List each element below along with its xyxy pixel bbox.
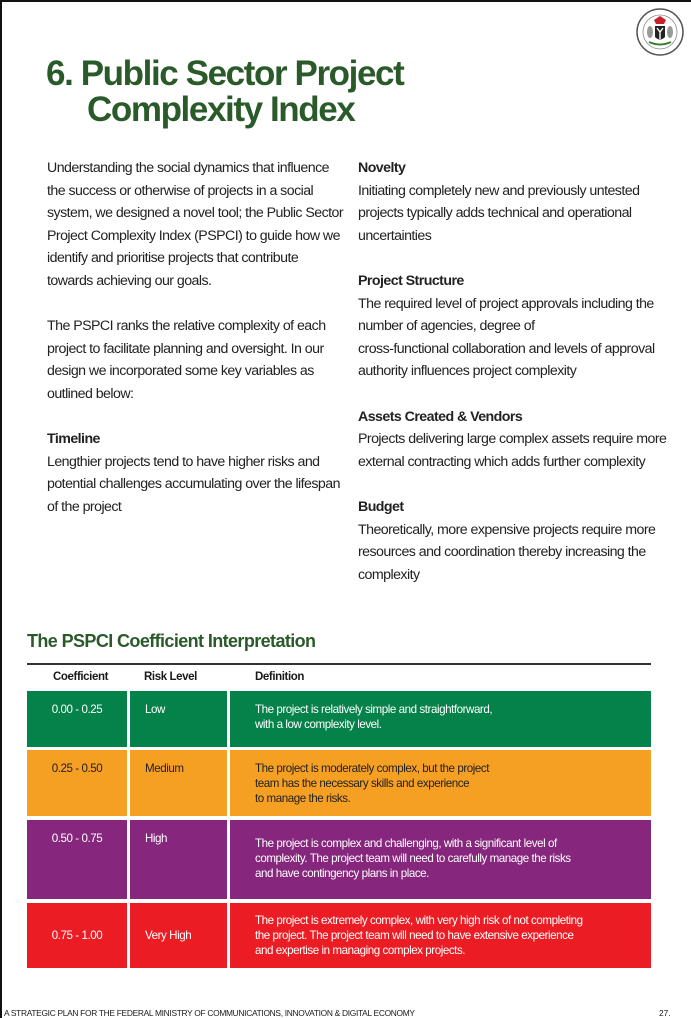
page-title: [46, 56, 403, 128]
timeline-heading: Timeline: [47, 431, 100, 448]
pspci-paragraph: The PSPCI ranks the relative complexity of each project to facilitate planning and oversight. In our design we incorporated some key variables as outlined below:: [47, 318, 326, 402]
table-row-high: [27, 820, 651, 899]
definition-cell: [230, 903, 651, 968]
timeline-text: Lengthier projects tend to have higher risks and potential challenges accumulating over the lifespan of the project: [47, 453, 340, 515]
coefficient-cell: 0.25 - 0.50: [27, 750, 127, 816]
assets-section: [358, 406, 678, 474]
risk-level-cell: Medium: [130, 750, 227, 816]
coat-of-arms-seal-icon: [635, 6, 685, 58]
table-row-low: [27, 691, 651, 747]
budget-section: [358, 496, 678, 586]
timeline-section: [47, 428, 347, 518]
header-coefficient: Coefficient: [53, 671, 109, 683]
page-title-line1: 6. Public Sector Project: [46, 54, 404, 93]
page-number: 27.: [659, 1008, 671, 1018]
project-structure-text-2: cross-functional collaboration and levels of approval authority influences project complexity: [358, 340, 655, 380]
footer-text: A STRATEGIC PLAN FOR THE FEDERAL MINISTRY OF COMMUNICATIONS, INNOVATION & DIGITAL ECONOMY: [4, 1008, 415, 1018]
risk-level-cell: High: [130, 820, 227, 899]
definition-line: The project is relatively simple and straightforward,: [255, 703, 493, 716]
definition-line: to manage the risks.: [255, 792, 351, 805]
table-row-medium: [27, 750, 651, 816]
risk-level-cell: Low: [130, 691, 227, 747]
definition-line: with a low complexity level.: [255, 718, 382, 731]
definition-cell: [230, 750, 651, 816]
definition-line: The project is complex and challenging, with a significant level of: [255, 837, 557, 850]
header-risk-level: Risk Level: [144, 671, 197, 683]
novelty-section: [358, 157, 678, 247]
definition-line: the project. The project team will need to have extensive experience: [255, 929, 574, 942]
definition-cell: [230, 691, 651, 747]
definition-line: The project is moderately complex, but the project: [255, 762, 489, 775]
right-column: [358, 157, 678, 609]
coefficient-cell: 0.75 - 1.00: [27, 903, 127, 968]
definition-line: and expertise in managing complex projects.: [255, 944, 466, 957]
header-definition: Definition: [255, 671, 305, 683]
budget-text: Theoretically, more expensive projects require more resources and coordination thereby increasing the complexity: [358, 521, 656, 583]
assets-text: Projects delivering large complex assets require more external contracting which adds further complexity: [358, 431, 667, 470]
assets-heading: Assets Created & Vendors: [358, 408, 523, 425]
budget-heading: Budget: [358, 498, 404, 515]
definition-line: The project is extremely complex, with very high risk of not completing: [255, 914, 583, 927]
project-structure-section: [358, 270, 678, 383]
project-structure-text-1: The required level of project approvals including the number of agencies, degree of: [358, 295, 654, 335]
novelty-heading: Novelty: [358, 160, 406, 176]
definition-line: complexity. The project team will need to carefully manage the risks: [255, 852, 571, 865]
definition-line: team has the necessary skills and experience: [255, 777, 470, 790]
definition-line: and have contingency plans in place.: [255, 867, 429, 880]
page-title-line2: Complexity Index: [87, 90, 355, 129]
risk-level-cell: Very High: [130, 903, 227, 968]
table-header-divider: [27, 663, 651, 665]
coefficient-cell: 0.50 - 0.75: [27, 820, 127, 899]
project-structure-heading: Project Structure: [358, 272, 464, 289]
table-row-very-high: [27, 903, 651, 968]
table-title: The PSPCI Coefficient Interpretation: [27, 631, 316, 651]
coefficient-cell: 0.00 - 0.25: [27, 691, 127, 747]
intro-paragraph: Understanding the social dynamics that influence the success or otherwise of projects in a social system, we designed a novel tool; the Public Sector Project Complexity Index (PSPCI) to guide how we identify and prioritise projects that contribute towards achieving our goals.: [47, 160, 344, 289]
novelty-text: Initiating completely new and previously untested projects typically adds technical and operational uncertainties: [358, 182, 640, 244]
definition-cell: [230, 820, 651, 899]
left-column: [47, 157, 347, 541]
